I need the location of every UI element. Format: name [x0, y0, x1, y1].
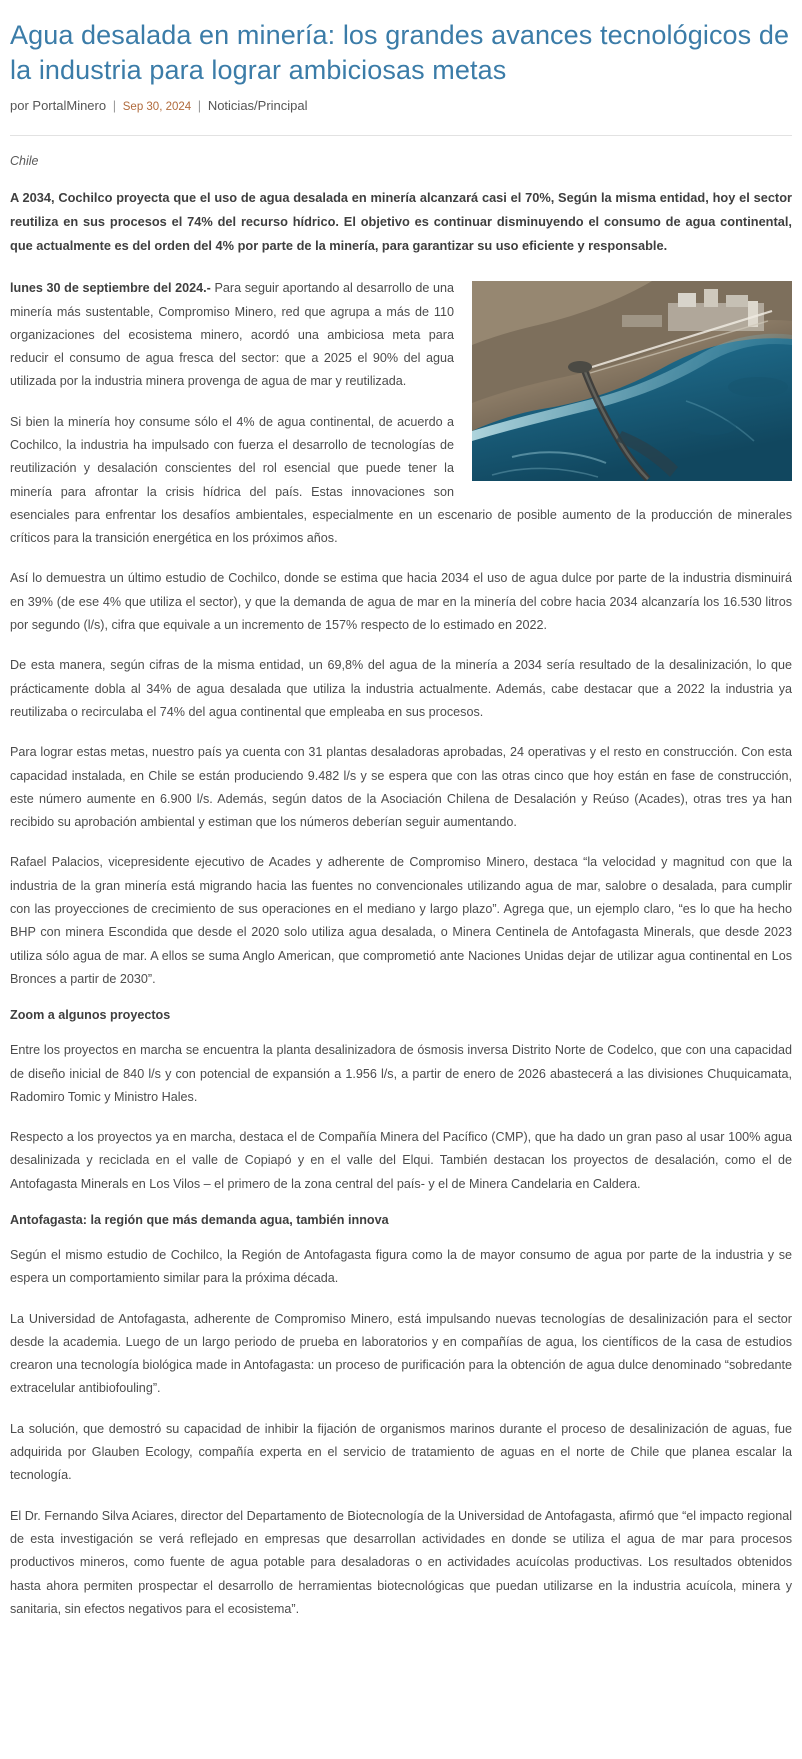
paragraph-7: Entre los proyectos en marcha se encuentra la planta desalinizadora de ósmosis inversa Distrito Norte de Codelco, que con una capacidad de diseño inicial de 840 l/s y con potencial de expansión a 1.956 l/s, a partir de enero de 2026 abastecerá a las divisiones Chuquicamata, Radomiro Tomic y Ministro Hales. — [10, 1043, 792, 1104]
byline-separator-2: | — [197, 98, 202, 114]
lead-paragraph: A 2034, Cochilco proyecta que el uso de agua desalada en minería alcanzará casi el 70%, Según la misma entidad, hoy el sector reutiliza en sus procesos el 74% del recurso hídrico. El objetivo es continuar disminuyendo el consumo de agua continental, que actualmente es del orden del 4% por parte de la minería, para garantizar su uso eficiente y responsable. — [10, 190, 792, 253]
section-heading-antofagasta: Antofagasta: la región que más demanda agua, también innova — [10, 1213, 389, 1227]
paragraph-10: La Universidad de Antofagasta, adherente de Compromiso Minero, está impulsando nuevas tecnologías de desalinización para el sector desde la academia. Luego de un largo periodo de prueba en laboratorios y en compañías de agua, los científicos de la casa de estudios crearon una tecnología biológica made in Antofagasta: un proceso de purificación para la obtención de agua dulce denominado “sobredante extracelular antibiofouling”. — [10, 1311, 792, 1396]
byline-author: por PortalMinero — [10, 98, 107, 114]
byline — [10, 98, 792, 113]
section-heading-projects: Zoom a algunos proyectos — [10, 1008, 171, 1023]
paragraph-9: Según el mismo estudio de Cochilco, la Región de Antofagasta figura como la de mayor consumo de agua por parte de la industria y se espera un comportamiento similar para la próxima década. — [10, 1248, 792, 1286]
country-label: Chile — [10, 154, 39, 169]
paragraph-11: La solución, que demostró su capacidad de inhibir la fijación de organismos marinos durante el proceso de desalinización de aguas, fue adquirida por Glauben Ecology, compañía experta en el servicio de tratamiento de aguas en el norte de Chile que planea escalar la tecnología. — [10, 1421, 792, 1483]
byline-date: Sep 30, 2024 — [122, 101, 192, 114]
desalination-plant-photo — [472, 281, 792, 481]
article-body-top — [10, 277, 792, 567]
paragraph-4: De esta manera, según cifras de la misma entidad, un 69,8% del agua de la minería a 2034 sería resultado de la desalinización, lo que prácticamente dobla al 34% de agua desalada que utiliza la industria actualmente. Además, cabe destacar que a 2022 la industria ya reutilizaba o recirculaba el 74% del agua continental que empleaba en sus procesos. — [10, 658, 792, 719]
article-image — [472, 281, 792, 481]
paragraph-8: Respecto a los proyectos ya en marcha, destaca el de Compañía Minera del Pacífico (CMP), que ha dado un gran paso al usar 100% agua desalinizada y reciclada en el valle de Copiapó y en el valle del Elqui. También destacan los proyectos de desalación, como el de Antofagasta Minerals en Los Vilos – el primero de la zona central del país- y el de Minera Candelaria en Caldera. — [10, 1130, 792, 1191]
paragraph-3: Así lo demuestra un último estudio de Cochilco, donde se estima que hacia 2034 el uso de agua dulce por parte de la industria disminuirá en 39% (de ese 4% que utiliza el sector), y que la demanda de agua de mar en la minería del cobre hacia 2034 alcanzaría los 16.530 litros por segundo (l/s), cifra que equivale a un incremento de 157% respecto de lo estimado en 2022. — [10, 571, 792, 633]
page-title: Agua desalada en minería: los grandes avances tecnológicos de la industria para lograr ambiciosas metas — [10, 20, 790, 86]
paragraph-6: Rafael Palacios, vicepresidente ejecutivo de Acades y adherente de Compromiso Minero, destaca “la velocidad y magnitud con que la industria de la gran minería está migrando hacia las fuentes no convencionales utilizando agua de mar, salobre o desalada, para cumplir con las proyecciones de crecimiento de sus operaciones en el mediano y largo plazo”. Agrega que, un ejemplo claro, “es lo que ha hecho BHP con minera Escondida que desde el 2020 solo utiliza agua desalada, o Minera Centinela de Antofagasta Minerals, que desde 2023 utiliza sólo agua de mar. A ellos se suma Anglo American, que comprometió ante Naciones Unidas dejar de utilizar agua continental en Los Bronces a partir de 2030”. — [10, 855, 792, 986]
dateline: lunes 30 de septiembre del 2024.- — [10, 281, 211, 296]
divider — [10, 135, 792, 136]
paragraph-5: Para lograr estas metas, nuestro país ya cuenta con 31 plantas desaladoras aprobadas, 24 operativas y el resto en construcción. Con esta capacidad instalada, en Chile se están produciendo 9.482 l/s y se espera que con las otras cinco que hoy están en fase de construcción, este número aumente en 6.900 l/s. Además, según datos de la Asociación Chilena de Desalación y Reúso (Acades), otras tres ya han recibido su aprobación ambiental y estiman que los números deberían seguir aumentando. — [10, 745, 792, 830]
byline-separator-1: | — [112, 98, 117, 114]
paragraph-1-text: Para seguir aportando al desarrollo de una minería más sustentable, Compromiso Minero, red que agrupa a más de 110 organizaciones del ecosistema minero, acordó una ambiciosa meta para reducir el consumo de agua fresca del sector: que a 2025 el 90% del agua utilizada por la industria minera provenga de agua de mar y reutilizada. — [10, 281, 454, 389]
paragraph-12: El Dr. Fernando Silva Aciares, director del Departamento de Biotecnología de la Universidad de Antofagasta, afirmó que “el impacto regional de esta investigación se verá reflejado en empresas que desarrollan actividades en donde se utiliza el agua de mar para procesos productivos mineros, como fuente de agua potable para desaladoras o en actividades acuícolas productivas. Los resultados obtenidos hasta ahora permiten prospectar el desarrollo de herramientas biotecnológicas que puedan utilizarse en la industria acuícola, minera y sanitaria, sin efectos negativos para el ecosistema”. — [10, 1508, 792, 1616]
paragraph-2: Si bien la minería hoy consume sólo el 4% de agua continental, de acuerdo a Cochilco, la industria ha impulsado con fuerza el desarrollo de tecnologías de reutilización y desalación conscientes del rol esencial que puede tener la minería para afrontar la crisis hídrica del país. Estas innovaciones son esenciales para enfrentar los desafíos ambientales, especialmente en un escenario de posible aumento de la producción de minerales críticos para la transición energética en los próximos años. — [10, 414, 792, 546]
byline-category[interactable]: Noticias/Principal — [207, 98, 308, 114]
